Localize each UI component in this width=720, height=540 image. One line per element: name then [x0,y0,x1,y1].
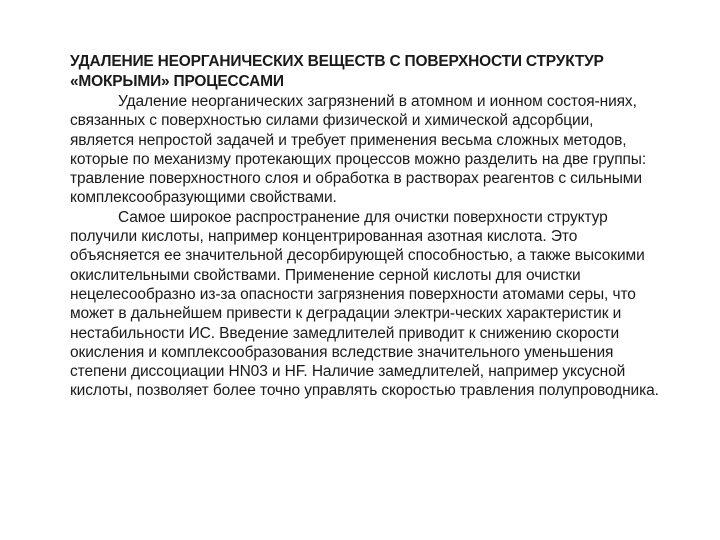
paragraph-1: Удаление неорганических загрязнений в атомном и ионном состоя-ниях, связанных с поверхностью силами физической и химической адсорбции, является непростой задачей и требует применения весьма сложных методов, которые по механизму протекающих процессов можно разделить на две группы: травление поверхностного слоя и обработка в растворах реагентов с сильными комплексообразующими свойствами. [70,93,647,207]
paragraph-2: Самое широкое распространение для очистки поверхности структур получили кислоты, например концентрированная азотная кислота. Это объясняется ее значительной десорбирующей способностью, а также высокими окислительными свойствами. Применение серной кислоты для очистки нецелесообразно из-за опасности загрязнения поверхности атомами серы, что может в дальнейшем привести к деградации электри-ческих характеристик и нестабильности ИС. Введение замедлителей приводит к снижению скорости окисления и комплексообразования вследствие значительного уменьшения степени диссоциации HN03 и HF. Наличие замедлителей, например уксусной кислоты, позволяет более точно управлять скоростью травления полупроводника. [70,208,659,400]
text-block [70,52,660,401]
document-heading: УДАЛЕНИЕ НЕОРГАНИЧЕСКИХ ВЕЩЕСТВ С ПОВЕРХНОСТИ СТРУКТУР «МОКРЫМИ» ПРОЦЕССАМИ [70,53,604,90]
